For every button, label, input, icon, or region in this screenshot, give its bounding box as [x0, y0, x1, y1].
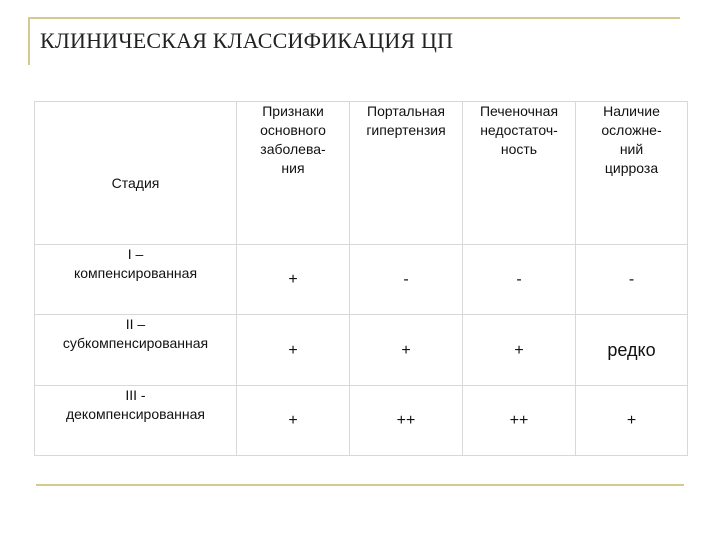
header-line: Печеночная: [479, 103, 559, 119]
header-disease-signs: [237, 102, 350, 245]
value-cell: +: [237, 245, 350, 315]
header-line: гипертензия: [366, 122, 446, 138]
title-frame-top-rule: [28, 17, 680, 19]
header-line: осложне-: [601, 122, 662, 138]
value-cell: +: [237, 315, 350, 386]
value-cell: +: [237, 386, 350, 456]
stage-line: компенсированная: [73, 265, 198, 281]
header-line: заболева-: [260, 141, 326, 157]
value-cell: +: [463, 315, 576, 386]
title-frame-left-rule: [28, 17, 30, 65]
header-complications: [576, 102, 688, 245]
header-line: цирроза: [604, 160, 659, 176]
header-line: Наличие: [603, 103, 660, 119]
value-cell: +: [350, 315, 463, 386]
stage-line: II –: [125, 316, 146, 332]
classification-table: [34, 101, 688, 456]
stage-line: I –: [127, 246, 144, 262]
value-cell: +: [576, 386, 688, 456]
header-line: основного: [260, 122, 326, 138]
header-line: Портальная: [367, 103, 445, 119]
header-line: ность: [500, 141, 538, 157]
header-line: недостаточ-: [480, 122, 558, 138]
header-stage-label: Стадия: [111, 174, 160, 191]
value-cell: -: [576, 245, 688, 315]
header-stage: [35, 102, 237, 245]
table-row: [35, 386, 688, 456]
value-cell: -: [350, 245, 463, 315]
stage-cell: [35, 386, 237, 456]
header-row: [35, 102, 688, 245]
value-cell: ++: [463, 386, 576, 456]
table-row: [35, 315, 688, 386]
stage-line: декомпенсированная: [65, 406, 206, 422]
stage-line: субкомпенсированная: [62, 335, 209, 351]
header-line: ния: [281, 160, 305, 176]
value-cell: редко: [576, 315, 688, 386]
stage-line: III -: [125, 387, 146, 403]
header-line: ний: [619, 141, 644, 157]
header-portal-hypertension: [350, 102, 463, 245]
header-line: Признаки: [262, 103, 324, 119]
stage-cell: [35, 245, 237, 315]
stage-cell: [35, 315, 237, 386]
value-cell: -: [463, 245, 576, 315]
header-liver-failure: [463, 102, 576, 245]
value-cell: ++: [350, 386, 463, 456]
table-row: [35, 245, 688, 315]
slide-title: КЛИНИЧЕСКАЯ КЛАССИФИКАЦИЯ ЦП: [40, 28, 454, 53]
bottom-rule: [36, 484, 684, 486]
